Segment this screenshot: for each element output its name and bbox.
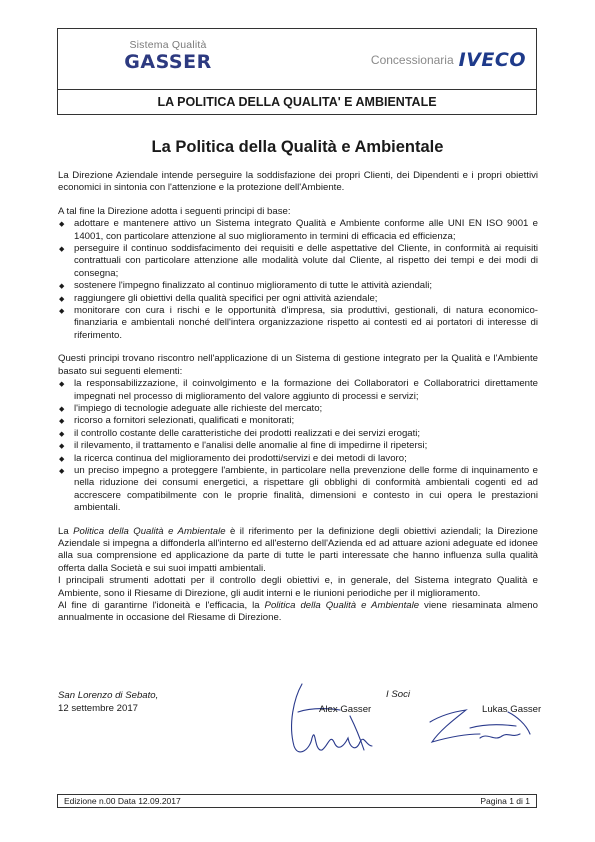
- signer-alex: Alex Gasser: [319, 704, 372, 715]
- edition-info: Edizione n.00 Data 12.09.2017: [64, 796, 181, 806]
- list-item: ◆ la ricerca continua del miglioramento dei prodotti/servizi e dei metodi di lavoro;: [58, 453, 538, 465]
- partners-label: I Soci: [386, 689, 410, 700]
- header-logos: [58, 29, 536, 90]
- list-item: ◆ l'impiego di tecnologie adeguate alle richieste del mercato;: [58, 403, 538, 415]
- list-item: ◆ monitorare con cura i rischi e le opportunità d'impresa, sia produttivi, gestionali, di natura economico-finanziaria e ambientali nonché dell'intera organizzazione rispetto ai contesti ed ai portatori di interesse di riferimento.: [58, 305, 538, 342]
- closing-paragraph-2: I principali strumenti adottati per il controllo degli obiettivi e, in generale, del Sistema integrato Qualità e Ambiente, sono il Riesame di Direzione, gli audit interni e le riunioni periodiche per il miglioramento.: [58, 575, 538, 599]
- brand-name: GASSER: [124, 51, 212, 73]
- elements-lead: Questi principi trovano riscontro nell'applicazione di un Sistema di gestione integrato per la Qualità e l'Ambiente basato sui seguenti elementi:: [58, 353, 538, 377]
- principles-list: [58, 218, 538, 342]
- list-item: ◆ raggiungere gli obiettivi della qualità specifici per ogni attività aziendale;: [58, 293, 538, 305]
- page-number: Pagina 1 di 1: [480, 796, 530, 806]
- handwritten-signatures: [280, 672, 550, 772]
- gasser-logo: [120, 39, 216, 73]
- footer: [57, 794, 537, 808]
- iveco-logo: IVECO: [458, 49, 526, 71]
- list-item: ◆ la responsabilizzazione, il coinvolgimento e la formazione dei Collaboratori e Collaboratrici direttamente impegnati nel processo di miglioramento del valore aggiunto di processi e servizi;: [58, 378, 538, 403]
- document-title: La Politica della Qualità e Ambientale: [151, 138, 444, 156]
- intro-paragraph: La Direzione Aziendale intende perseguire la soddisfazione dei propri Clienti, dei Dipendenti e i propri obiettivi economici in sintonia con l'attenzione e la protezione dell'Ambiente.: [58, 170, 538, 194]
- list-item: ◆ il controllo costante delle caratteristiche dei prodotti realizzati e dei servizi erogati;: [58, 428, 538, 440]
- signature-date: 12 settembre 2017: [58, 703, 139, 714]
- place-date: [58, 689, 158, 715]
- list-item: ◆ adottare e mantenere attivo un Sistema integrato Qualità e Ambiente conforme alle UNI EN ISO 9001 e 14001, con particolare attenzione al suo miglioramento in termini di efficacia ed efficienza;: [58, 218, 538, 243]
- closing-paragraph-1: La Politica della Qualità e Ambientale è il riferimento per la definizione degli obiettivi aziendali; la Direzione Aziendale si impegna a diffonderla all'interno ed all'esterno dell'Azienda ed ad attuare azioni adeguate ed idonee alla sua comprensione ed applicazione da parte di tutte le parti interessate che hanno influenza sulla qualità offerta dalla Società e sui suoi impatti ambientali.: [58, 525, 539, 574]
- signature-place: San Lorenzo di Sebato,: [58, 690, 159, 701]
- list-item: ◆ ricorso a fornitori selezionati, qualificati e monitorati;: [58, 415, 538, 427]
- signer-lukas: Lukas Gasser: [482, 704, 542, 715]
- elements-list: [58, 378, 538, 514]
- principles-lead: A tal fine la Direzione adotta i seguenti principi di base:: [58, 205, 291, 217]
- list-item: ◆ il rilevamento, il trattamento e l'analisi delle anomalie al fine di impedirne il ripetersi;: [58, 440, 538, 452]
- dealer-logo: [371, 49, 526, 71]
- banner-title: LA POLITICA DELLA QUALITA' E AMBIENTALE: [157, 95, 437, 109]
- list-item: ◆ un preciso impegno a proteggere l'ambiente, in particolare nella prevenzione delle forme di inquinamento e nella riduzione dei consumi energetici, a rispettare gli obblighi di conformità ambientali cogenti ed ad accrescere compatibilmente con le proprie finalità, dimensioni e contesto in cui opera le prestazioni ambientali.: [58, 465, 538, 515]
- list-item: ◆ perseguire il continuo soddisfacimento dei requisiti e delle aspettative del Cliente, in conformità ai requisiti contrattuali con particolare attenzione alle modalità volute dal Cliente, al rispetto dei tempi e dei modi di consegna;: [58, 243, 538, 280]
- brand-subtitle: Sistema Qualità: [129, 39, 207, 51]
- header-box: [57, 28, 537, 115]
- closing-paragraph-3: Al fine di garantirne l'idoneità e l'efficacia, la Politica della Qualità e Ambientale viene riesaminata almeno annualmente in occasione del Riesame di Direzione.: [58, 600, 538, 624]
- document-body: [58, 170, 538, 625]
- dealer-label: Concessionaria: [370, 53, 454, 67]
- list-item: ◆ sostenere l'impegno finalizzato al continuo miglioramento di tutte le attività aziendali;: [58, 280, 538, 292]
